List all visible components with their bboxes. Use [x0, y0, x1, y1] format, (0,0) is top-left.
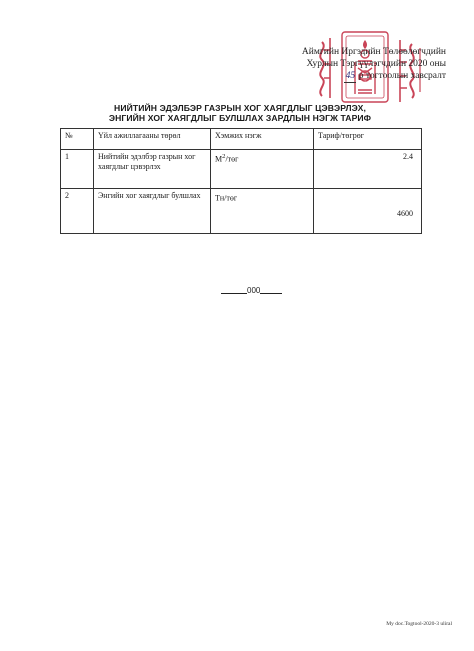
column-header-unit: Хэмжих нэгж	[211, 129, 314, 150]
unit-base: М	[215, 154, 223, 164]
column-header-tariff: Тариф/төгрөг	[314, 129, 422, 150]
title-line-2: ЭНГИЙН ХОГ ХАЯГДЛЫГ БУЛШЛАХ ЗАРДЛЫН НЭГЖ ТАРИФ	[108, 113, 372, 123]
row-activity: Нийтийн эдэлбэр газрын хог хаягдлыг цэвэрлэх	[94, 150, 211, 189]
row-unit	[211, 150, 314, 189]
end-marker-text: 000	[247, 286, 261, 295]
unit-base: Тн/төг	[215, 193, 238, 203]
row-unit	[211, 189, 314, 234]
header-line-3-text: р тогтоолын хавсралт	[356, 71, 446, 81]
file-path-footer: My doc.Togtool-2020-3 uliral	[386, 621, 452, 627]
header-line-3	[246, 70, 446, 83]
document-end-marker	[221, 286, 282, 295]
tariff-table	[60, 128, 422, 234]
row-tariff: 4600	[314, 189, 422, 234]
row-number: 2	[61, 189, 94, 234]
unit-superscript: 2	[222, 153, 226, 160]
header-line-1: Аймгийн Иргэдийн Төлөөлөгчдийн	[301, 47, 446, 57]
resolution-header	[246, 46, 446, 83]
row-activity: Энгийн хог хаягдлыг булшлах	[94, 189, 211, 234]
row-tariff: 2.4	[314, 150, 422, 189]
table-row	[61, 150, 422, 189]
row-number: 1	[61, 150, 94, 189]
column-header-number: №	[61, 129, 94, 150]
column-header-activity: Үйл ажиллагааны төрөл	[94, 129, 211, 150]
table-row	[61, 189, 422, 234]
document-title	[60, 103, 420, 123]
header-line-2: Хурлын Тэргүүлэгчдийн 2020 оны	[306, 59, 446, 69]
resolution-number: 45	[345, 71, 356, 81]
unit-rest: /төг	[225, 154, 239, 164]
title-line-1: НИЙТИЙН ЭДЭЛБЭР ГАЗРЫН ХОГ ХАЯГДЛЫГ ЦЭВЭРЛЭХ,	[114, 103, 366, 113]
table-header-row	[61, 129, 422, 150]
